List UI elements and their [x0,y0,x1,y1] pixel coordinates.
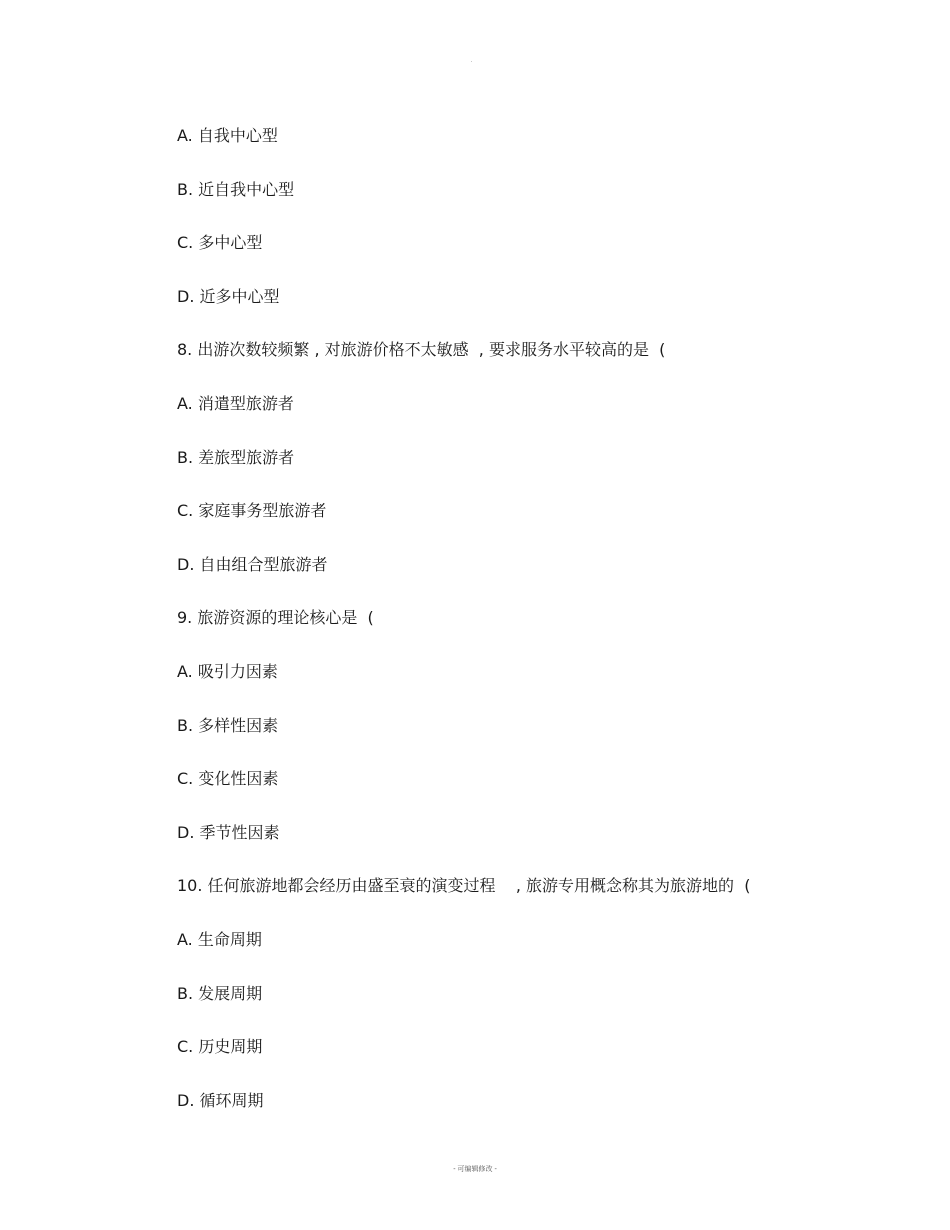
question-9: 9. 旅游资源的理论核心是 ( [177,608,374,628]
option-7c: C. 多中心型 [177,233,263,253]
question-8: 8. 出游次数较频繁 , 对旅游价格不太敏感 , 要求服务水平较高的是 ( [177,340,666,360]
option-10c: C. 历史周期 [177,1037,263,1057]
page-header-mark: . [470,58,473,64]
option-9c: C. 变化性因素 [177,769,279,789]
document-body [177,117,877,1135]
option-7d: D. 近多中心型 [177,286,280,306]
option-9a: A. 吸引力因素 [177,661,278,681]
option-10d: D. 循环周期 [177,1090,264,1110]
option-8a: A. 消遣型旅游者 [177,393,294,413]
option-9d: D. 季节性因素 [177,822,280,842]
option-7a: A. 自我中心型 [177,126,278,145]
option-8b: B. 差旅型旅游者 [177,447,295,467]
option-10b: B. 发展周期 [177,983,263,1003]
option-8d: D. 自由组合型旅游者 [177,554,328,574]
option-9b: B. 多样性因素 [177,715,279,735]
option-10a: A. 生命周期 [177,929,262,949]
page-footer: - 可编辑修改 - [453,1166,497,1173]
option-8c: C. 家庭事务型旅游者 [177,501,327,521]
option-7b: B. 近自我中心型 [177,179,295,199]
question-10: 10. 任何旅游地都会经历由盛至衰的演变过程 , 旅游专用概念称其为旅游地的 ( [177,876,751,896]
